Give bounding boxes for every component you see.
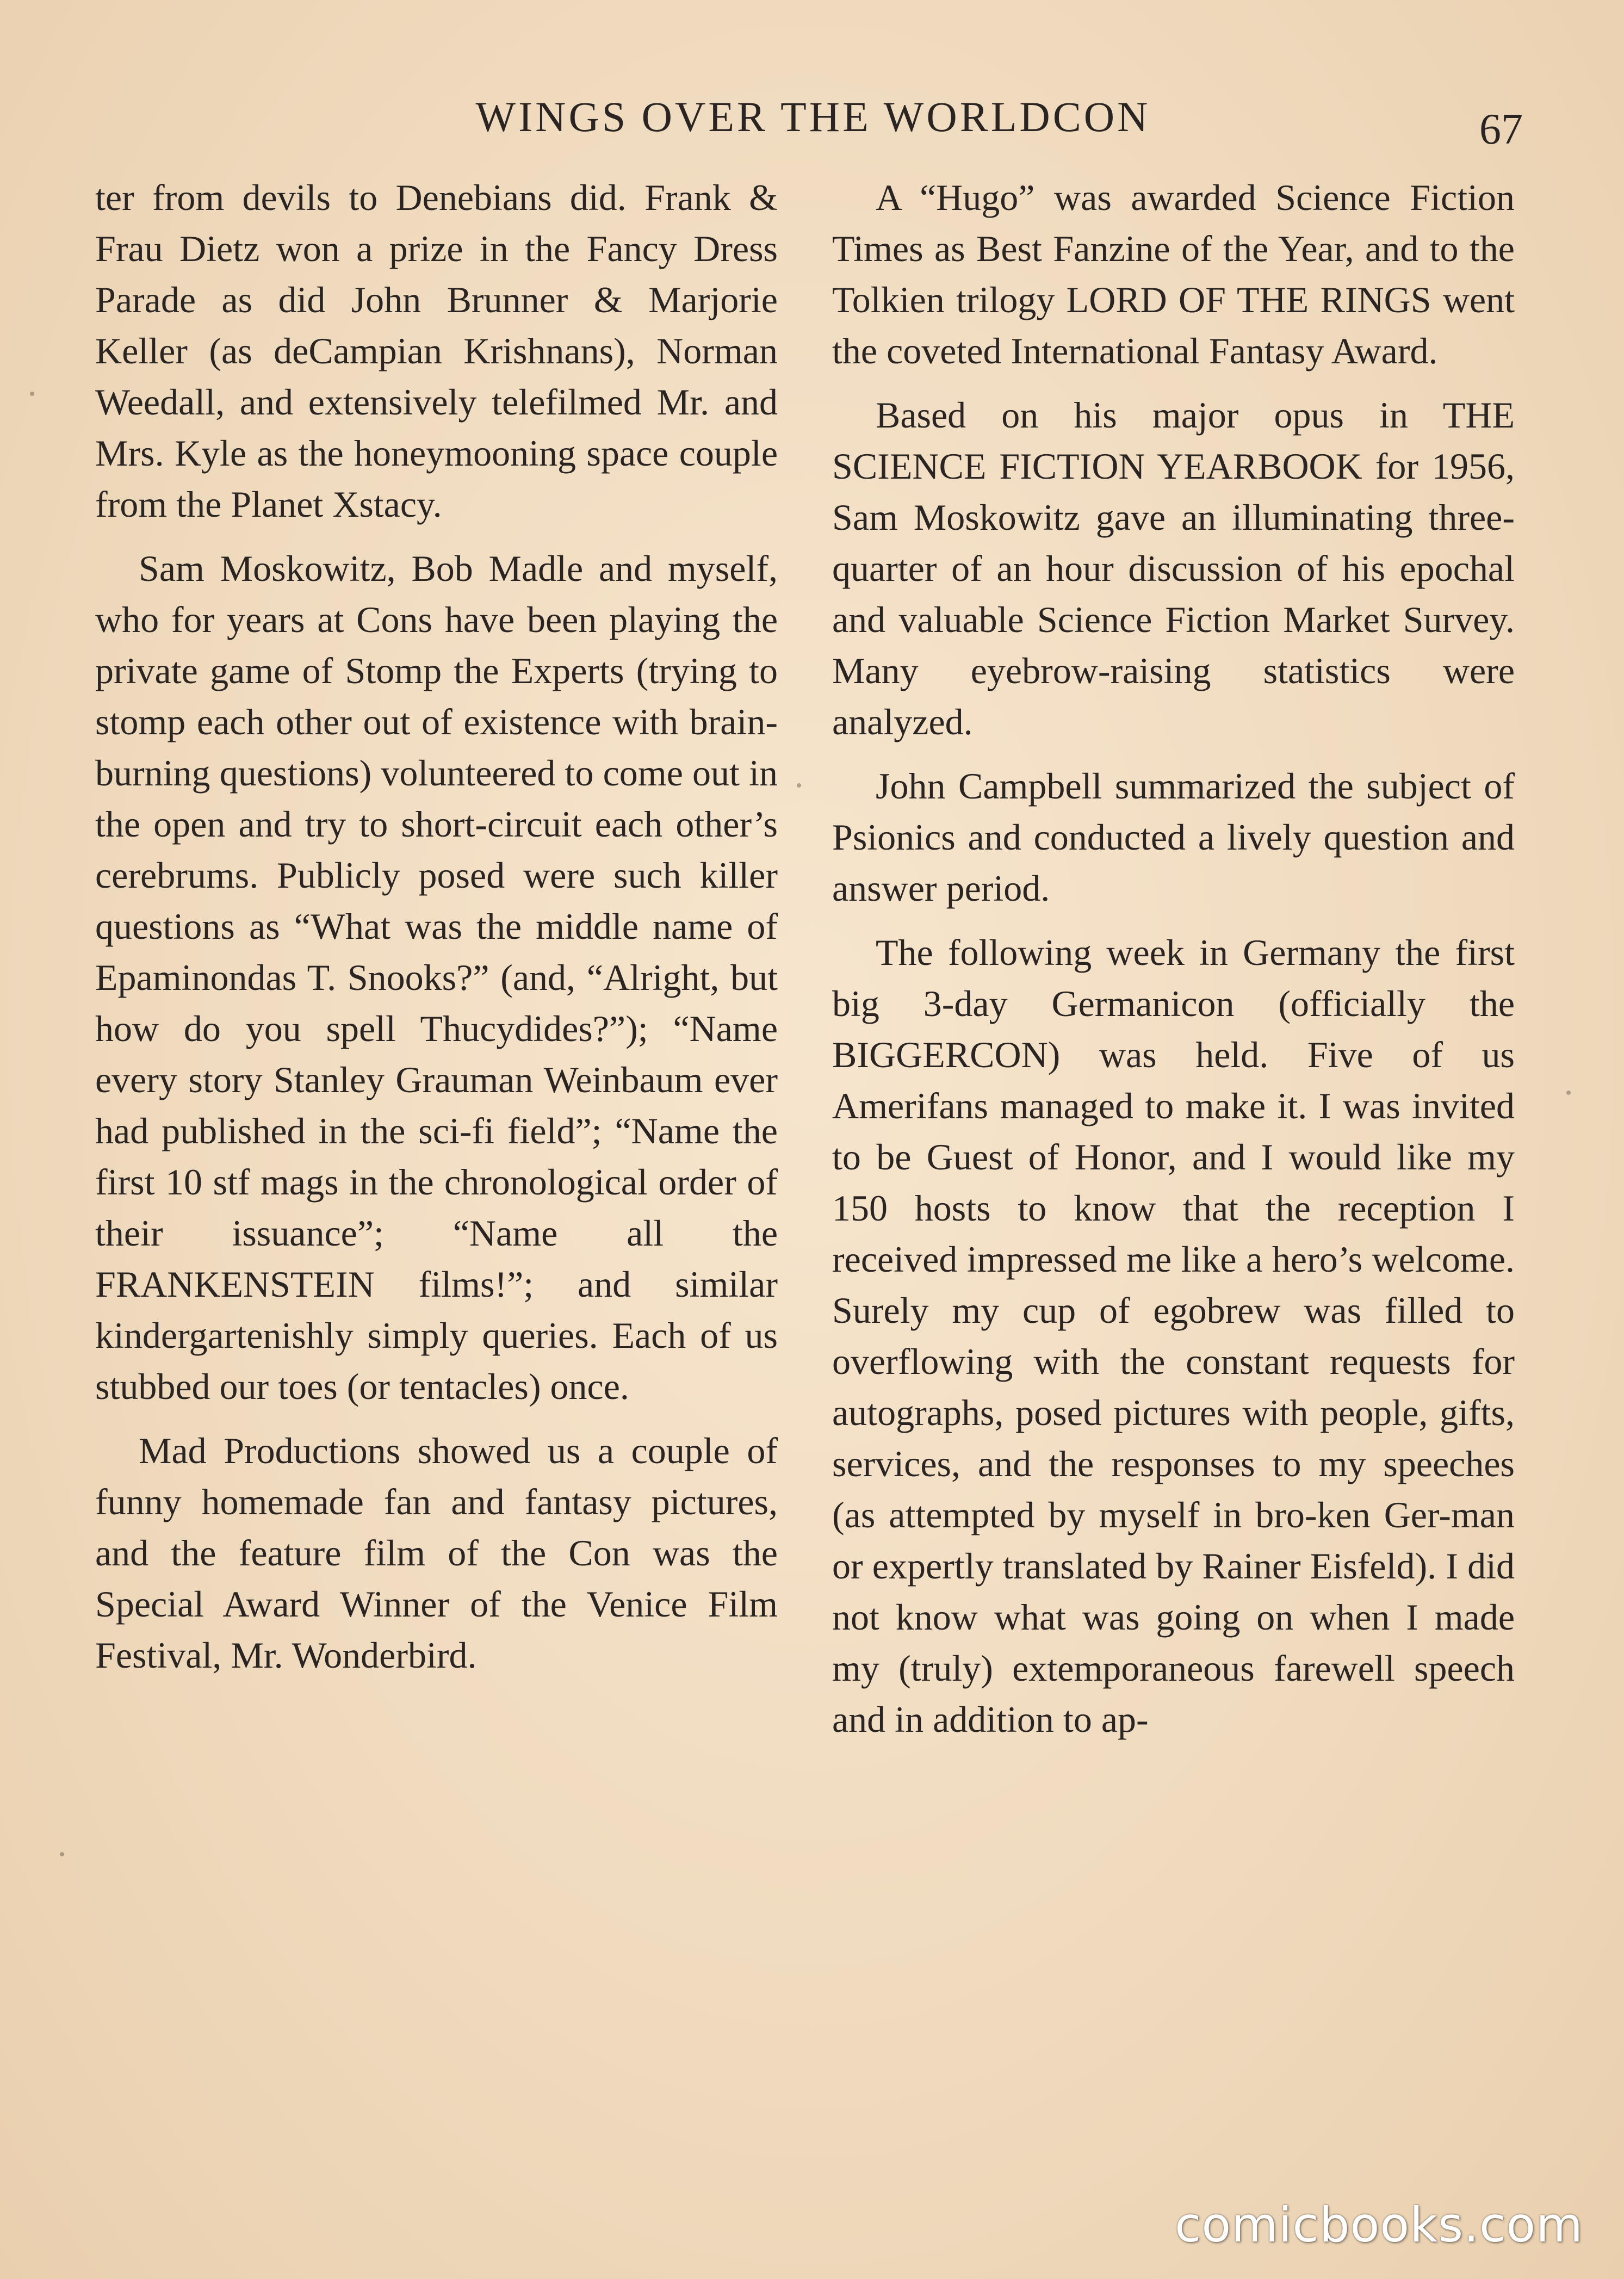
paragraph: John Campbell summarized the subject of Psionics and conducted a lively question and answer period. (832, 765, 1515, 909)
page-number: 67 (1479, 106, 1523, 153)
left-column (95, 172, 778, 1694)
paragraph: ter from devils to Denebians did. Frank & Frau Dietz won a prize in the Fancy Dress Parade as did John Brunner & Marjorie Keller (as deCampian Krishnans), Norman Weedall, and extensively telefilmed Mr. and Mrs. Kyle as the honeymooning space couple from the Planet Xstacy. (95, 177, 778, 525)
paragraph: Sam Moskowitz, Bob Madle and myself, who for years at Cons have been playing the private game of Stomp the Experts (trying to stomp each other out of existence with brain-burning questions) volunteered to come out in the open and try to short-circuit each other’s cerebrums. Publicly posed were such killer questions as “What was the middle name of Epaminondas T. Snooks?” (and, “Alright, but how do you spell Thucydides?”); “Name every story Stanley Grauman Weinbaum ever had published in the sci-fi field”; “Name the first 10 stf mags in the chronological order of their issuance”; “Name all the FRANKENSTEIN films!”; and similar kindergartenishly simply queries. Each of us stubbed our toes (or tentacles) once. (95, 548, 778, 1407)
paragraph: The following week in Germany the first big 3-day Germanicon (officially the BIGGERCON) was held. Five of us Amerifans managed to make it. I was invited to be Guest of Honor, and I would like my 150 hosts to know that the reception I received impressed me like a hero’s welcome. Surely my cup of egobrew was filled to overflowing with the constant requests for autographs, posed pictures with people, gifts, services, and the responses to my speeches (as attempted by myself in bro-ken Ger-man or expertly translated by Rainer Eisfeld). I did not know what was going on when I made my (truly) extemporaneous farewell speech and in addition to ap- (832, 932, 1515, 1740)
site-watermark: comicbooks.com (1174, 2197, 1583, 2253)
paragraph: A “Hugo” was awarded Science Fiction Times as Best Fanzine of the Year, and to the Tolkien trilogy LORD OF THE RINGS went the coveted International Fantasy Award. (832, 177, 1515, 371)
paragraph: Based on his major opus in THE SCIENCE FICTION YEARBOOK for 1956, Sam Moskowitz gave an illuminating three-quarter of an hour discussion of his epochal and valuable Science Fiction Market Survey. Many eyebrow-raising statistics were analyzed. (832, 394, 1515, 742)
right-column (832, 172, 1515, 1758)
paper-speck (1566, 1091, 1571, 1095)
paper-speck (30, 392, 34, 396)
paper-speck (60, 1852, 64, 1856)
paper-speck (797, 783, 801, 788)
paragraph: Mad Productions showed us a couple of funny homemade fan and fantasy pictures, and the feature film of the Con was the Special Award Winner of the Venice Film Festival, Mr. Wonderbird. (95, 1430, 778, 1676)
running-head-title: WINGS OVER THE WORLDCON (475, 93, 1151, 140)
